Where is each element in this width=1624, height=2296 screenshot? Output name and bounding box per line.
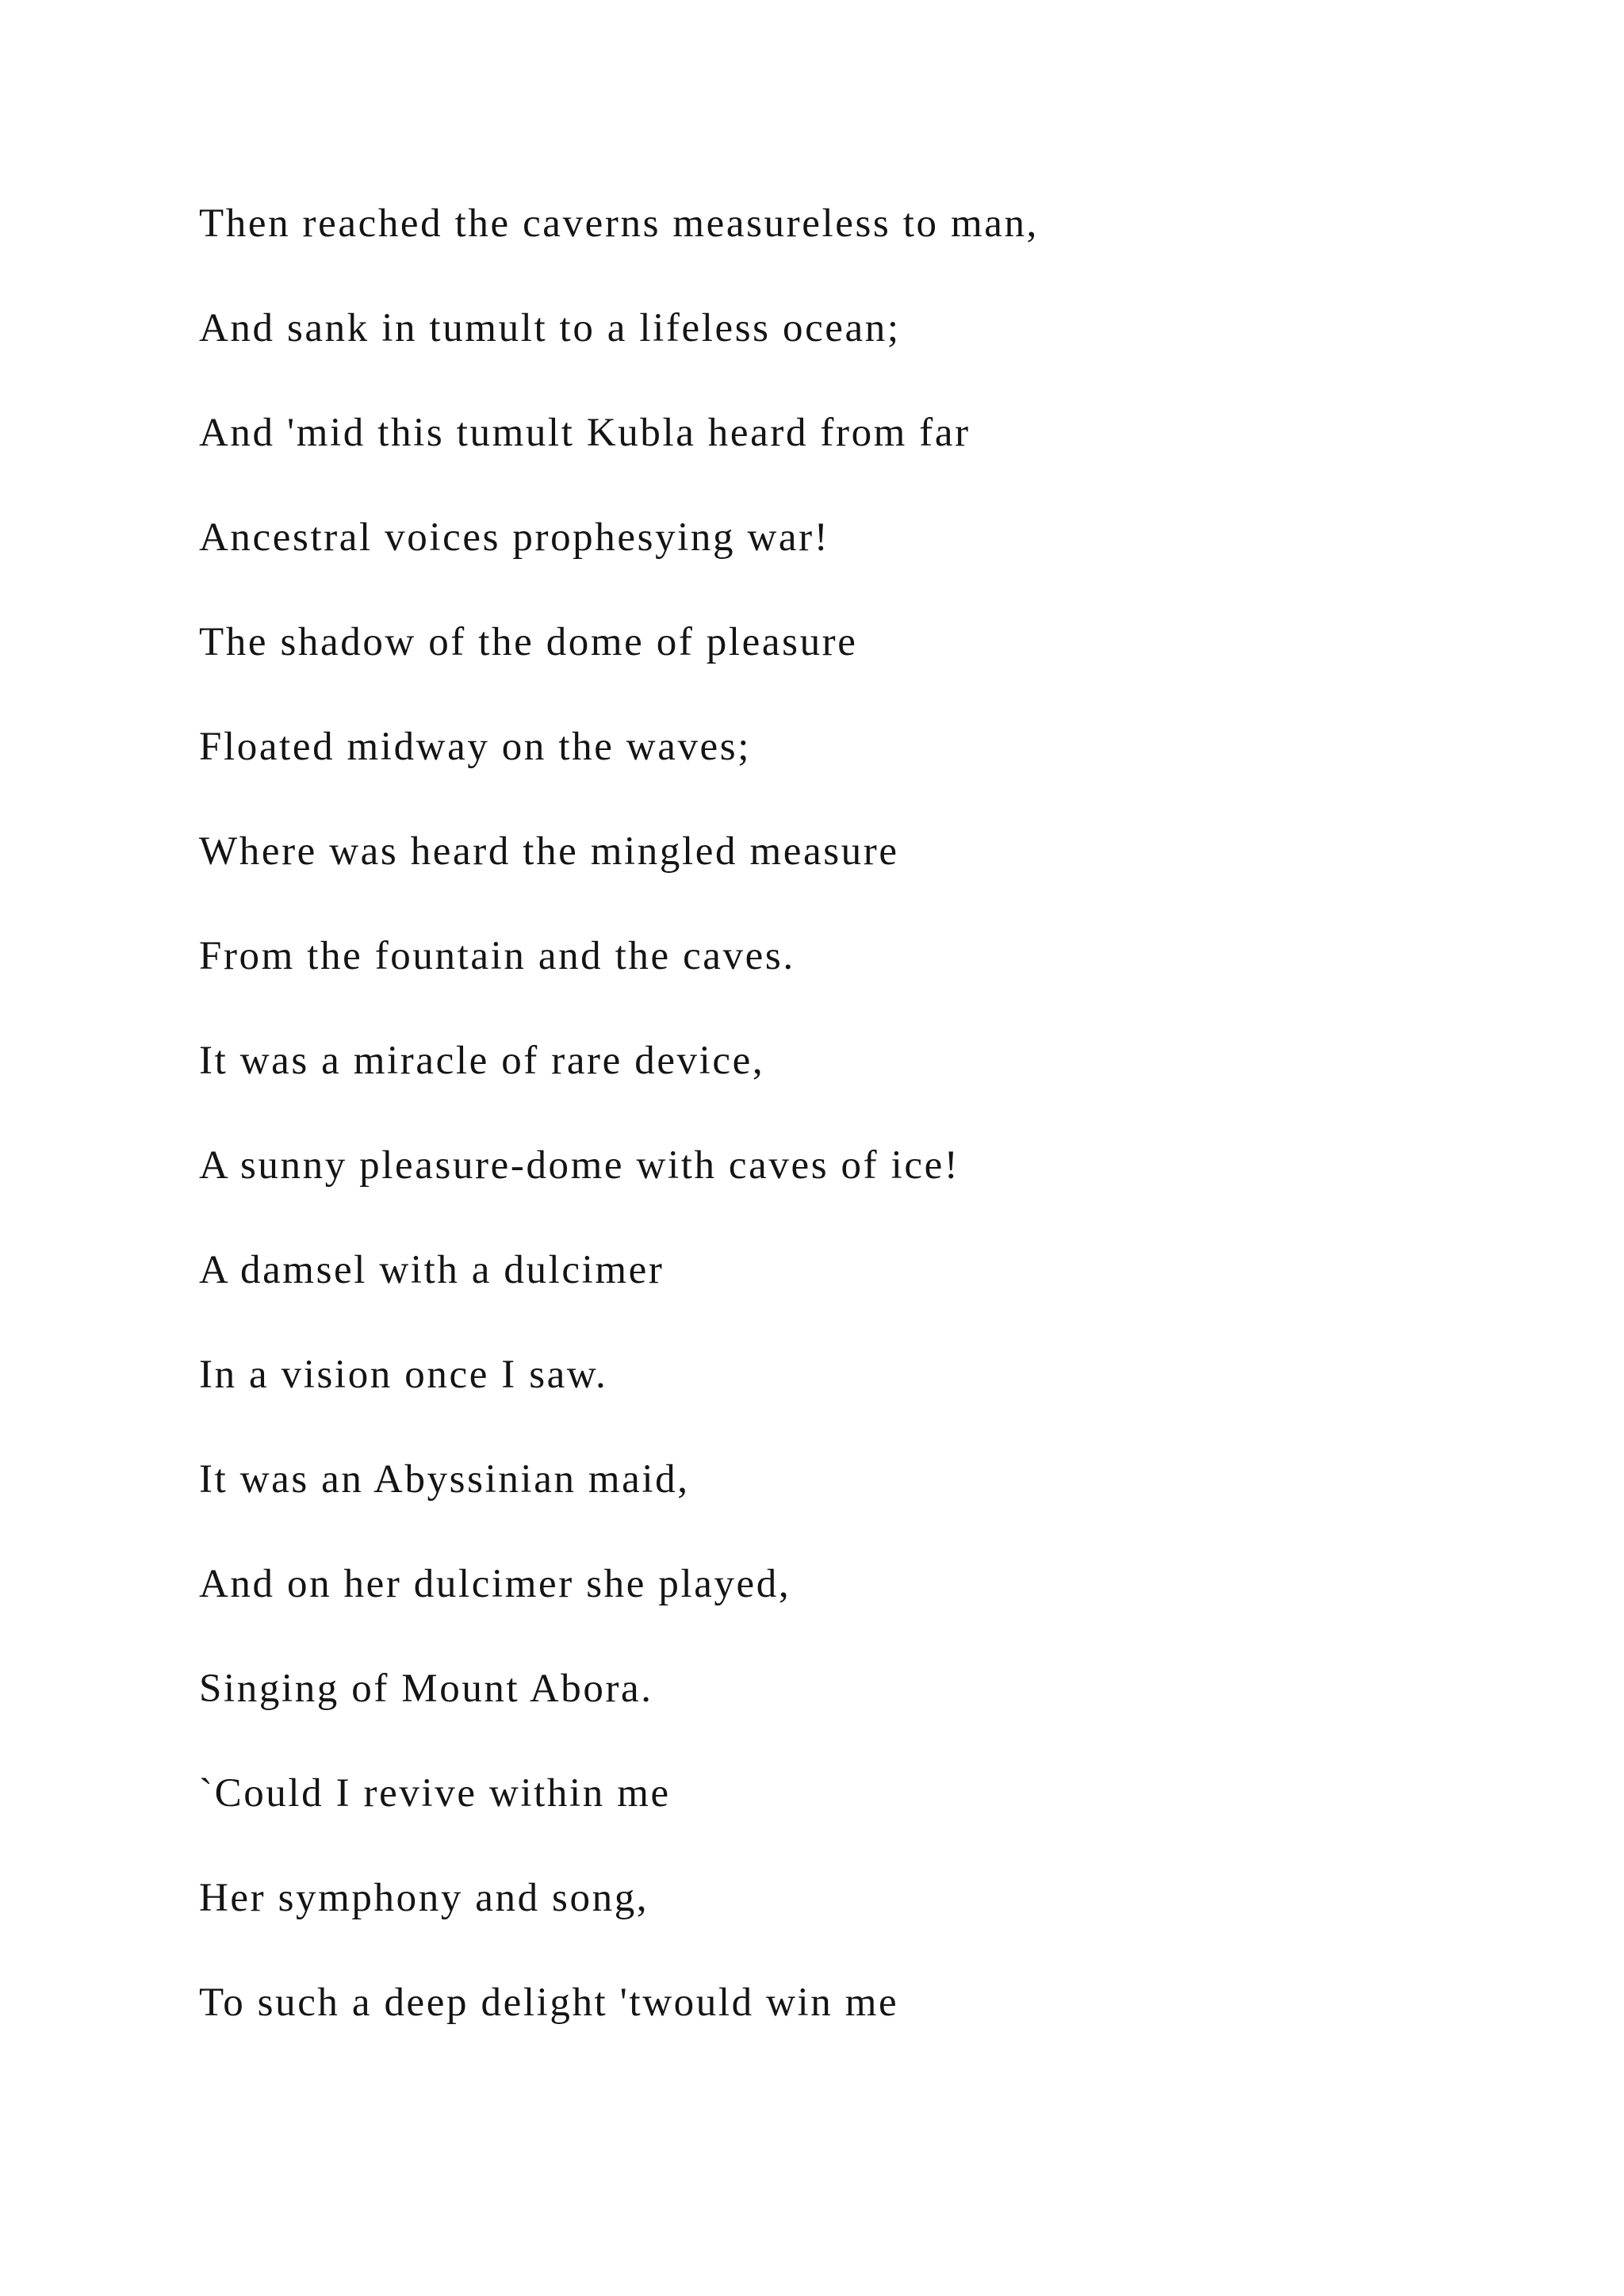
poem-line: And on her dulcimer she played, bbox=[199, 1562, 791, 1606]
poem-line: `Could I revive within me bbox=[199, 1771, 671, 1816]
poem-line: To such a deep delight 'twould win me bbox=[199, 1980, 899, 2025]
poem-line: Her symphony and song, bbox=[199, 1876, 649, 1920]
poem-line: Ancestral voices prophesying war! bbox=[199, 515, 830, 560]
poem-line: A sunny pleasure-dome with caves of ice! bbox=[199, 1143, 960, 1188]
poem-line: Singing of Mount Abora. bbox=[199, 1667, 653, 1711]
poem-line: It was an Abyssinian maid, bbox=[199, 1457, 690, 1502]
poem-line: A damsel with a dulcimer bbox=[199, 1248, 665, 1292]
poem-line: And 'mid this tumult Kubla heard from far bbox=[199, 411, 971, 455]
poem-line: From the fountain and the caves. bbox=[199, 934, 795, 978]
poem-text bbox=[199, 200, 1039, 2084]
poem-line: Then reached the caverns measureless to man, bbox=[199, 201, 1039, 246]
poem-line: And sank in tumult to a lifeless ocean; bbox=[199, 306, 901, 350]
poem-line: Where was heard the mingled measure bbox=[199, 829, 899, 874]
poem-line: In a vision once I saw. bbox=[199, 1353, 608, 1397]
poem-line: It was a miracle of rare device, bbox=[199, 1039, 765, 1083]
poem-line: Floated midway on the waves; bbox=[199, 725, 752, 769]
poem-line: The shadow of the dome of pleasure bbox=[199, 620, 858, 664]
